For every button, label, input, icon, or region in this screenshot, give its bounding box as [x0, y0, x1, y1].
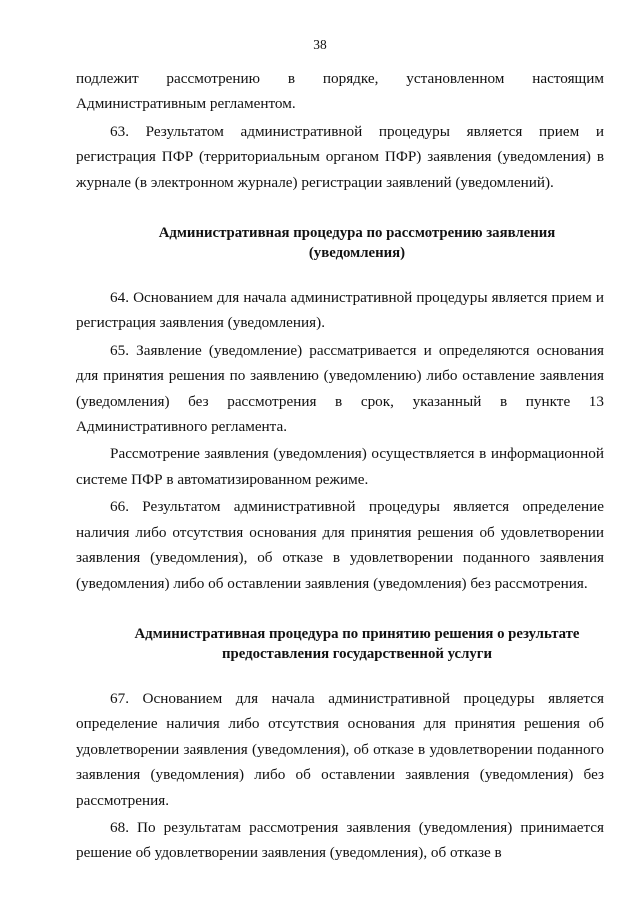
paragraph-63: 63. Результатом административной процедуры является прием и регистрация ПФР (территориальным органом ПФР) заявления (уведомления) в журнале (в электронном журнале) регистрации заявлений (уведомлений). [76, 122, 604, 191]
paragraph-65-continued: Рассмотрение заявления (уведомления) осуществляется в информационной системе ПФР в автоматизированном режиме. [76, 445, 604, 488]
page-number: 38 [313, 37, 327, 52]
paragraph-continuation: подлежит рассмотрению в порядке, установленном настоящим Административным регламентом. [76, 70, 604, 113]
section-heading-review: Административная процедура по рассмотрению заявления (уведомления) [158, 225, 556, 262]
document-body [76, 66, 604, 866]
paragraph-66: 66. Результатом административной процедуры является определение наличия либо отсутствия основания для принятия решения об удовлетворении заявления (уведомления), об отказе в удовлетворении поданного заявления (уведомления) либо об оставлении заявления (уведомления) без рассмотрения. [76, 498, 604, 592]
paragraph-64: 64. Основанием для начала административной процедуры является прием и регистрация заявления (уведомления). [76, 289, 604, 332]
section-heading-decision: Административная процедура по принятию решения о результате предоставления государственной услуги [134, 625, 580, 662]
paragraph-65: 65. Заявление (уведомление) рассматривается и определяются основания для принятия решения по заявлению (уведомлению) либо оставление заявления (уведомления) без рассмотрения в срок, указанный в пункте 13 Административного регламента. [76, 341, 604, 436]
paragraph-68: 68. По результатам рассмотрения заявления (уведомления) принимается решение об удовлетворении заявления (уведомления), об отказе в [76, 818, 604, 862]
paragraph-67: 67. Основанием для начала административной процедуры является определение наличия либо отсутствия основания для принятия решения об удовлетворении заявления (уведомления), об отказе в удовлетворении поданного заявления (уведомления) либо об оставлении заявления (уведомления) без рассмотрения. [76, 689, 604, 809]
